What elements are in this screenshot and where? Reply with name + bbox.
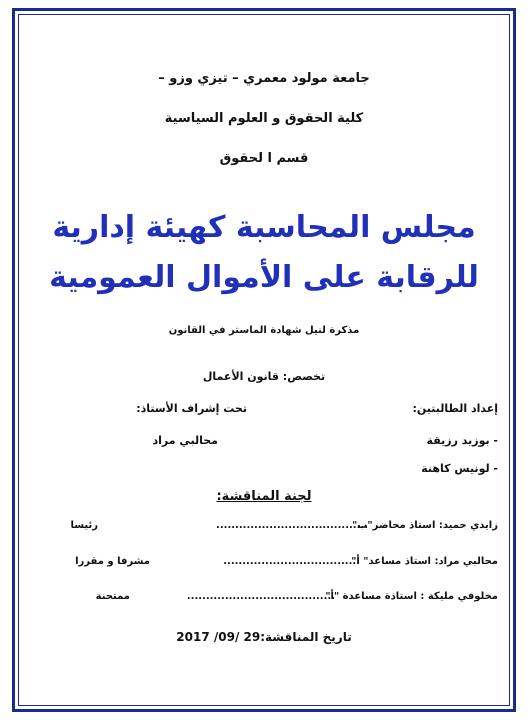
supervisor-name: محالبي مراد — [152, 434, 218, 447]
jury-member-name: زايدي حميد: استاذ محاضر"ب" — [352, 520, 498, 531]
jury-member-name: مخلوفي مليكة : استاذة مساعدة "أ" — [325, 591, 498, 602]
jury-heading: لجنة المناقشة: — [216, 489, 312, 504]
jury-member-name: محالبي مراد: استاذ مساعد" أ" — [351, 556, 498, 567]
document — [18, 14, 510, 706]
thesis-title-line-1: مجلس المحاسبة كهيئة إدارية — [52, 210, 476, 245]
thesis-title-line-2: للرقابة على الأموال العمومية — [49, 260, 479, 295]
jury-member-role: مشرفا و مقررا — [75, 556, 150, 567]
department-name: قسم ا لحقوق — [219, 151, 309, 166]
prepared-by-label: إعداد الطالبتين: — [412, 402, 498, 415]
thesis-subtitle: مذكرة لنيل شهادة الماستر في القانون — [168, 325, 360, 336]
jury-member-role: ممتحنة — [95, 591, 130, 602]
supervisor-label: تحت إشراف الأستاذ: — [136, 402, 247, 415]
specialty: تخصص: قانون الأعمال — [202, 370, 326, 383]
jury-member-dots: .................................... — [223, 556, 360, 567]
faculty-name: كلية الحقوق و العلوم السياسية — [164, 111, 364, 126]
student-name: - بوزيد رزيقة — [426, 434, 498, 447]
jury-member-role: رئيسا — [70, 520, 98, 531]
student-name: - لونيس كاهنة — [421, 462, 498, 475]
defense-date: تاريخ المناقشة:29 /09/ 2017 — [176, 630, 352, 644]
jury-member-dots: ........................................ — [216, 520, 368, 531]
jury-member-dots: ....................................... — [186, 591, 335, 602]
university-name: جامعة مولود معمري – تيزي وزو – — [158, 71, 370, 86]
